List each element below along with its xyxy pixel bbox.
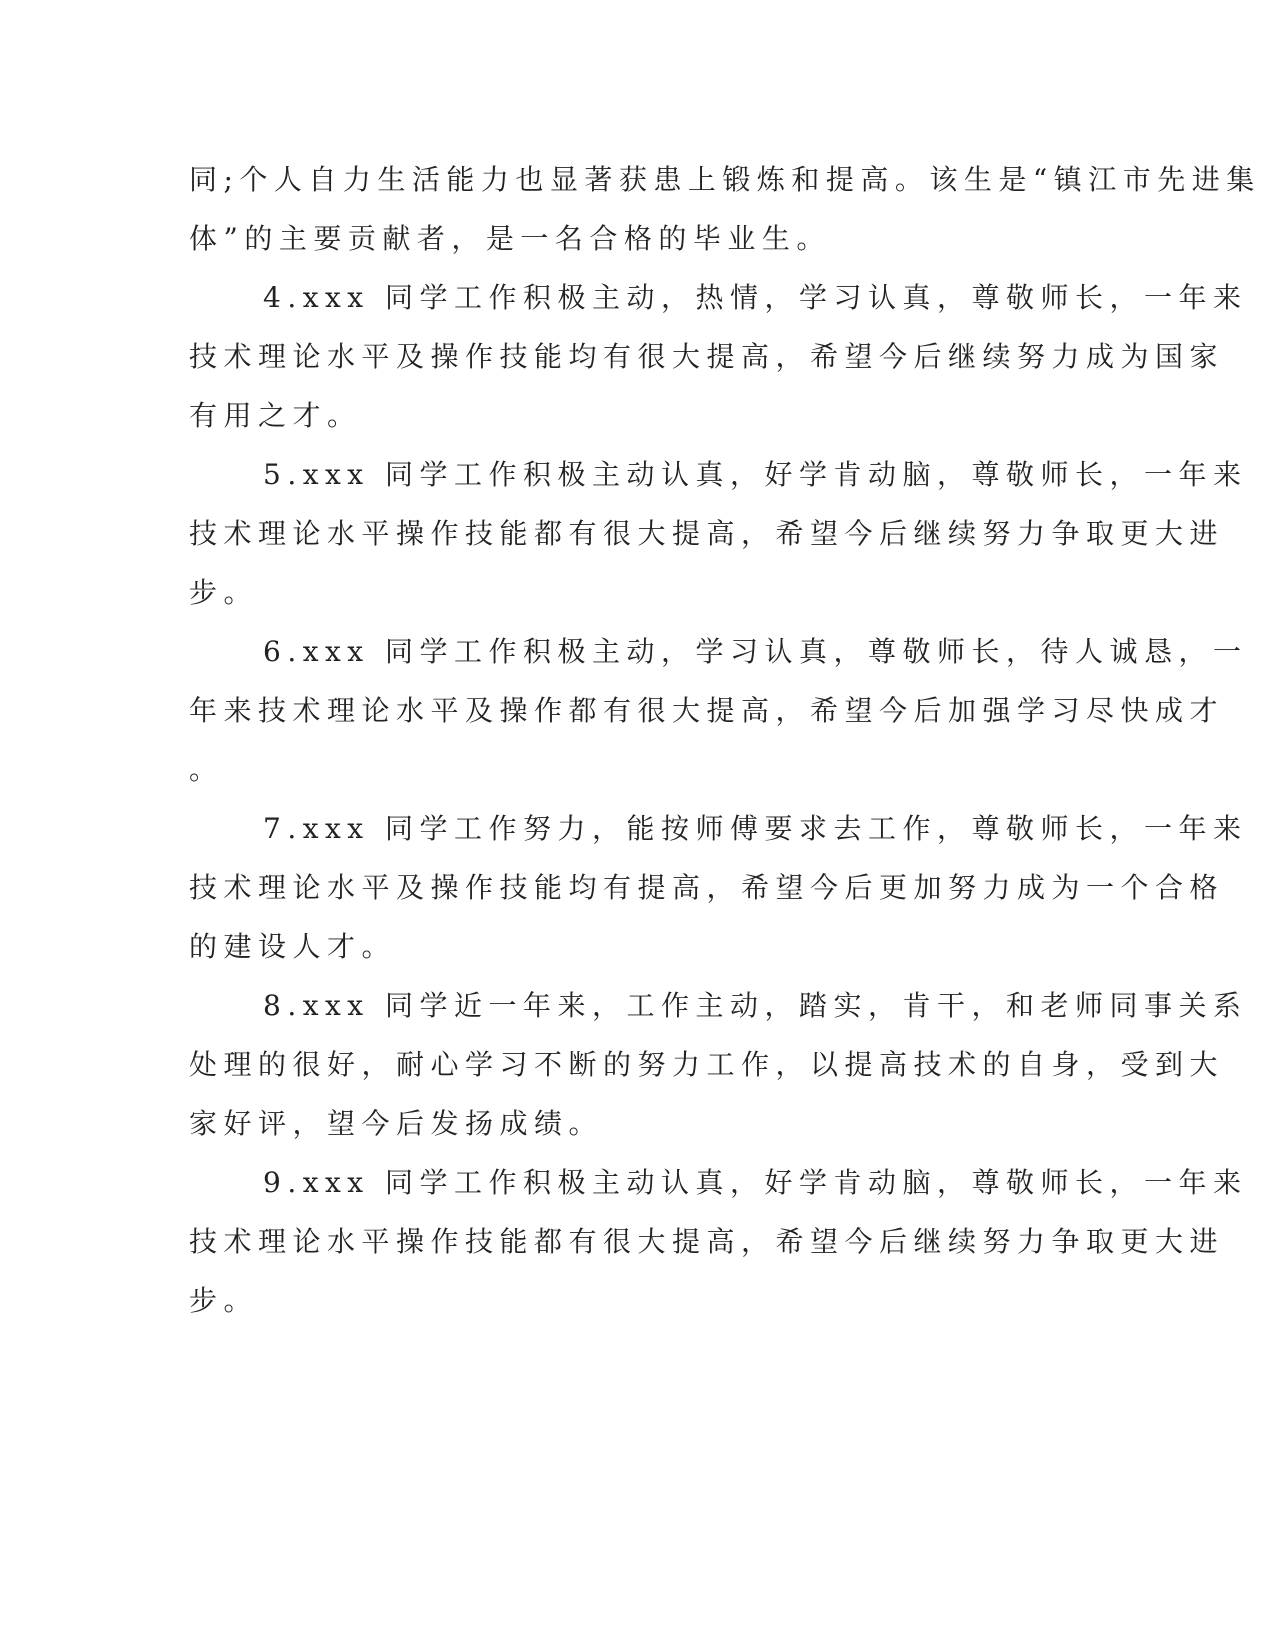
text-line: 年来技术理论水平及操作都有很大提高，希望今后加强学习尽快成才 <box>189 694 1225 727</box>
text-line: 步。 <box>189 1284 259 1317</box>
text-line: 技术理论水平操作技能都有很大提高，希望今后继续努力争取更大进 <box>189 1225 1225 1258</box>
paragraph-4-line-1: 4.xxx 同学工作积极主动，热情，学习认真，尊敬师长，一年来 <box>263 281 1248 314</box>
text-line: 体”的主要贡献者，是一名合格的毕业生。 <box>189 222 831 255</box>
paragraph-8-line-1: 8.xxx 同学近一年来，工作主动，踏实，肯干，和老师同事关系 <box>263 989 1248 1022</box>
text-line: 技术理论水平操作技能都有很大提高，希望今后继续努力争取更大进 <box>189 517 1225 550</box>
text-line: 的建设人才。 <box>189 930 397 963</box>
text-line: 技术理论水平及操作技能均有很大提高，希望今后继续努力成为国家 <box>189 340 1225 373</box>
text-line: 处理的很好，耐心学习不断的努力工作，以提高技术的自身，受到大 <box>189 1048 1225 1081</box>
text-line: 。 <box>189 753 224 786</box>
text-line: 步。 <box>189 576 259 609</box>
paragraph-9-line-1: 9.xxx 同学工作积极主动认真，好学肯动脑，尊敬师长，一年来 <box>263 1166 1248 1199</box>
text-line: 同;个人自力生活能力也显著获患上锻炼和提高。该生是“镇江市先进集 <box>189 163 1261 196</box>
text-line: 家好评，望今后发扬成绩。 <box>189 1107 604 1140</box>
text-line: 有用之才。 <box>189 399 362 432</box>
paragraph-7-line-1: 7.xxx 同学工作努力，能按师傅要求去工作，尊敬师长，一年来 <box>263 812 1248 845</box>
text-line: 技术理论水平及操作技能均有提高，希望今后更加努力成为一个合格 <box>189 871 1225 904</box>
paragraph-6-line-1: 6.xxx 同学工作积极主动，学习认真，尊敬师长，待人诚恳，一 <box>263 635 1248 668</box>
paragraph-5-line-1: 5.xxx 同学工作积极主动认真，好学肯动脑，尊敬师长，一年来 <box>263 458 1248 491</box>
